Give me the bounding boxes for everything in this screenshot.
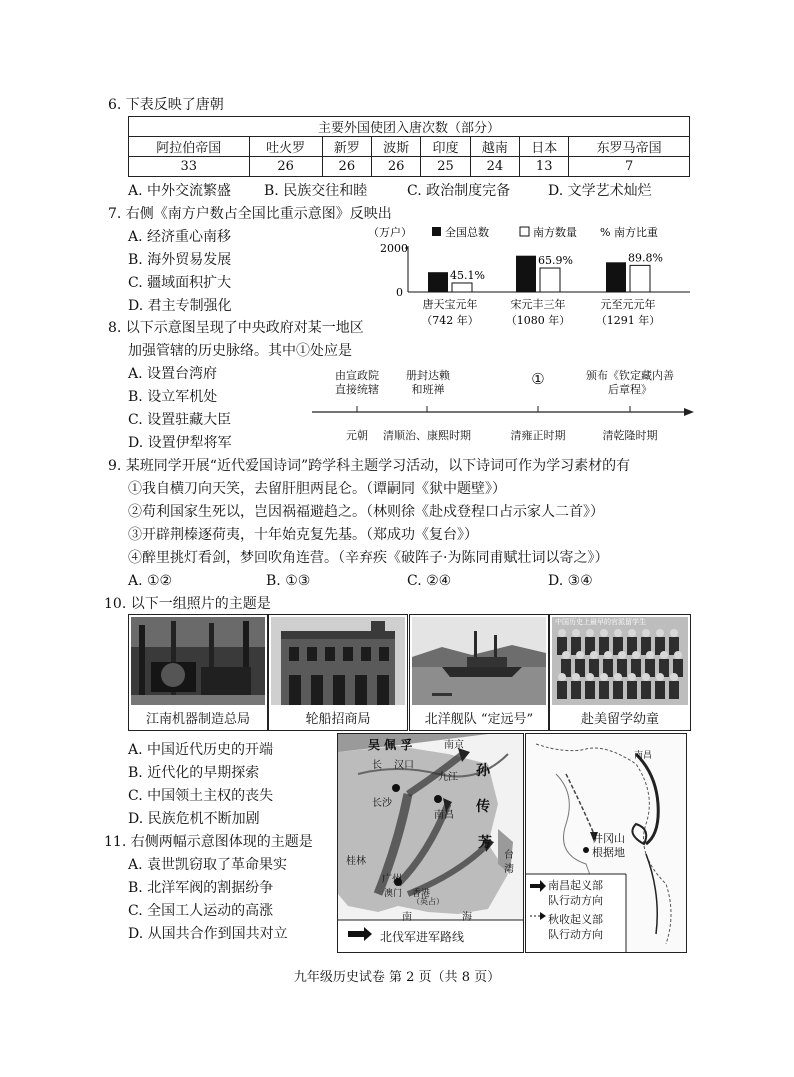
q6-option-d: D. 文学艺术灿烂 [548, 183, 652, 199]
q9-option-a: A. ①② [128, 573, 173, 589]
map1-label-british: （英占） [412, 897, 444, 906]
q7-option-d: D. 君主专制强化 [128, 298, 232, 314]
map2-legend-nanchang: 南昌起义部 队行动方向 [548, 879, 603, 907]
timeline-period-1: 元朝 [346, 429, 368, 442]
q7-option-b: B. 海外贸易发展 [128, 252, 232, 268]
q10-option-a: A. 中国近代历史的开端 [128, 742, 274, 758]
students-group-image [552, 617, 688, 705]
map1-label-guangzhou: 广州 [382, 874, 402, 885]
q6-header-cell: 越南 [470, 137, 519, 157]
factory-interior-image [131, 617, 265, 705]
chart-y-tick-label: 0 [396, 286, 403, 299]
q8-option-a: A. 设置台湾府 [128, 366, 218, 382]
map1-label-wan: 湾 [504, 864, 514, 875]
category-year-label: （1291 年） [595, 314, 661, 327]
map1-label-tai: 台 [504, 850, 514, 861]
q11-option-a: A. 袁世凯窃取了革命果实 [128, 857, 288, 873]
legend-label-south: 南方数量 [533, 226, 577, 239]
chart-unit-label: （万户） [368, 226, 412, 239]
q9-item-1: ①我自横刀向天笑，去留肝胆两昆仑。（谭嗣同《狱中题壁》） [128, 481, 506, 497]
timeline-period-3: 清雍正时期 [510, 429, 566, 442]
map1-label-chuan: 传 [476, 799, 490, 815]
map2-legend-autumn: 秋收起义部 队行动方向 [548, 913, 603, 941]
percent-label: 89.8% [628, 251, 663, 265]
map2-label-jinggangshan: 井冈山 [592, 832, 625, 845]
q9-option-b: B. ①③ [266, 573, 311, 589]
q10-stem: 10. 以下一组照片的主题是 [104, 596, 271, 612]
q6-option-b: B. 民族交往和睦 [264, 183, 368, 199]
percent-label: 45.1% [450, 268, 485, 282]
q7-option-c: C. 疆域面积扩大 [128, 275, 232, 291]
uprising-map [525, 733, 687, 953]
category-label: 唐天宝元年 [422, 298, 478, 311]
timeline-event-2: 册封达赖 和班禅 [406, 369, 450, 396]
map1-label-wupeifu: 吴 佩 孚 [368, 738, 413, 752]
timeline-event-4: 颁布《钦定藏内善 后章程》 [586, 369, 674, 396]
q11-option-c: C. 全国工人运动的高涨 [128, 903, 274, 919]
photo4-inner-caption: 中国历史上最早的官派留学生 [555, 618, 646, 626]
bar-total [516, 256, 536, 292]
photo-dingyuan-battleship [409, 614, 549, 731]
q9-item-2: ②苟利国家生死以，岂因祸福避趋之。（林则徐《赴戍登程口占示家人二首》） [128, 504, 604, 520]
photo-jiangnan-arsenal [128, 614, 268, 731]
q6-value-cell: 33 [129, 157, 250, 177]
map1-label-jiujiang: 九江 [438, 772, 458, 783]
q9-item-4: ④醉里挑灯看剑，梦回吹角连营。（辛弃疾《破阵子·为陈同甫赋壮词以寄之》） [128, 550, 609, 566]
q7-stem: 7. 右侧《南方户数占全国比重示意图》反映出 [108, 206, 392, 222]
q8-stem-line1: 8. 以下示意图呈现了中央政府对某一地区 [108, 320, 364, 336]
page-footer: 九年级历史试卷 第 2 页（共 8 页） [293, 970, 501, 985]
q6-header-cell: 印度 [421, 137, 470, 157]
map1-label-hongkong: 香港 [412, 889, 431, 899]
q6-table-header-row [129, 137, 690, 157]
legend-swatch-total [432, 227, 441, 236]
legend-label-total: 全国总数 [445, 226, 489, 239]
timeline-period-2: 清顺治、康熙时期 [383, 429, 471, 442]
south-households-chart [360, 220, 700, 335]
caption-china-merchants: 轮船招商局 [305, 712, 371, 727]
q7-option-a: A. 经济重心南移 [128, 229, 232, 245]
timeline-period-4: 清乾隆时期 [602, 429, 658, 442]
q10-option-d: D. 民族危机不断加剧 [128, 811, 260, 827]
chart-y-tick-label: 2000 [380, 242, 408, 255]
bar-south [452, 283, 472, 292]
map1-label-hankou: 汉口 [394, 760, 414, 771]
legend-swatch-south [520, 227, 529, 236]
q11-option-d: D. 从国共合作到国共对立 [128, 926, 288, 942]
q9-option-c: C. ②④ [407, 573, 452, 589]
category-label: 宋元丰三年 [510, 298, 566, 311]
q6-header-cell: 日本 [520, 137, 569, 157]
q8-option-d: D. 设置伊犁将军 [128, 435, 232, 451]
legend-label-percent: % 南方比重 [600, 226, 658, 239]
q6-value-cell: 24 [470, 157, 519, 177]
caption-jiangnan-arsenal: 江南机器制造总局 [145, 712, 250, 727]
category-year-label: （1080 年） [505, 314, 571, 327]
bar-total [606, 262, 626, 292]
timeline-event-1: 由宣政院 直接统辖 [335, 369, 379, 396]
q10-option-b: B. 近代化的早期探索 [128, 765, 260, 781]
photo-china-merchants [268, 614, 408, 731]
q6-value-cell: 7 [569, 157, 690, 177]
bar-total [428, 272, 448, 292]
caption-dingyuan-battleship: 北洋舰队 “定远号” [424, 712, 534, 727]
q6-table-value-row [129, 157, 690, 177]
q8-timeline [312, 365, 697, 450]
q11-option-b: B. 北洋军阀的割据纷争 [128, 880, 274, 896]
battleship-image [412, 617, 546, 705]
q6-value-cell: 13 [520, 157, 569, 177]
q6-value-cell: 26 [249, 157, 322, 177]
q9-option-d: D. ③④ [548, 573, 593, 589]
map1-label-nanjing: 南京 [444, 740, 464, 751]
northern-expedition-map [337, 733, 524, 953]
map1-label-hai: 海 [462, 912, 472, 923]
photo-youth-students [549, 614, 691, 731]
category-year-label: （742 年） [421, 314, 479, 327]
map2-label-base: 根据地 [592, 846, 625, 859]
timeline-event-blank: ① [531, 370, 545, 388]
q6-header-cell: 波斯 [372, 137, 421, 157]
map1-label-macau: 澳门 [384, 889, 403, 899]
q6-value-cell: 26 [322, 157, 371, 177]
map2-label-nanchang: 南昌 [634, 751, 653, 761]
q6-header-cell: 东罗马帝国 [569, 137, 690, 157]
map1-label-sun: 孙 [476, 763, 490, 779]
q6-header-cell: 吐火罗 [249, 137, 322, 157]
q6-value-cell: 25 [421, 157, 470, 177]
q6-option-c: C. 政治制度完备 [407, 183, 511, 199]
q8-stem-line2: 加强管辖的历史脉络。其中①处应是 [128, 343, 352, 359]
q9-stem: 9. 某班同学开展“近代爱国诗词”跨学科主题学习活动，以下诗词可作为学习素材的有 [108, 458, 631, 474]
map1-label-nanchang: 南昌 [434, 810, 454, 821]
q8-option-c: C. 设置驻藏大臣 [128, 412, 232, 428]
bar-south [540, 268, 560, 292]
q10-option-c: C. 中国领土主权的丧失 [128, 788, 274, 804]
map1-label-nan: 南 [402, 912, 412, 923]
map1-label-guilin: 桂林 [346, 856, 366, 867]
q9-item-3: ③开辟荆榛逐荷夷，十年始克复先基。（郑成功《复台》） [128, 527, 478, 543]
percent-label: 65.9% [538, 254, 573, 268]
q6-header-cell: 阿拉伯帝国 [129, 137, 250, 157]
category-label: 元至元元年 [600, 298, 656, 311]
q6-table [128, 116, 690, 177]
q6-value-cell: 26 [372, 157, 421, 177]
map1-label-fang: 芳 [478, 835, 492, 851]
building-image [271, 617, 405, 705]
bar-south [630, 265, 650, 292]
q6-header-cell: 新罗 [322, 137, 371, 157]
q6-option-a: A. 中外交流繁盛 [128, 183, 232, 199]
q6-stem: 6. 下表反映了唐朝 [108, 97, 224, 113]
q6-table-title: 主要外国使团入唐次数（部分） [129, 117, 690, 137]
map1-legend: 北伐军进军路线 [380, 930, 465, 944]
q11-stem: 11. 右侧两幅示意图体现的主题是 [104, 834, 313, 850]
caption-youth-students: 赴美留学幼童 [580, 712, 659, 727]
map1-label-changsha: 长沙 [372, 798, 392, 809]
map1-label-chang: 长 [372, 760, 382, 771]
q8-option-b: B. 设立军机处 [128, 389, 218, 405]
